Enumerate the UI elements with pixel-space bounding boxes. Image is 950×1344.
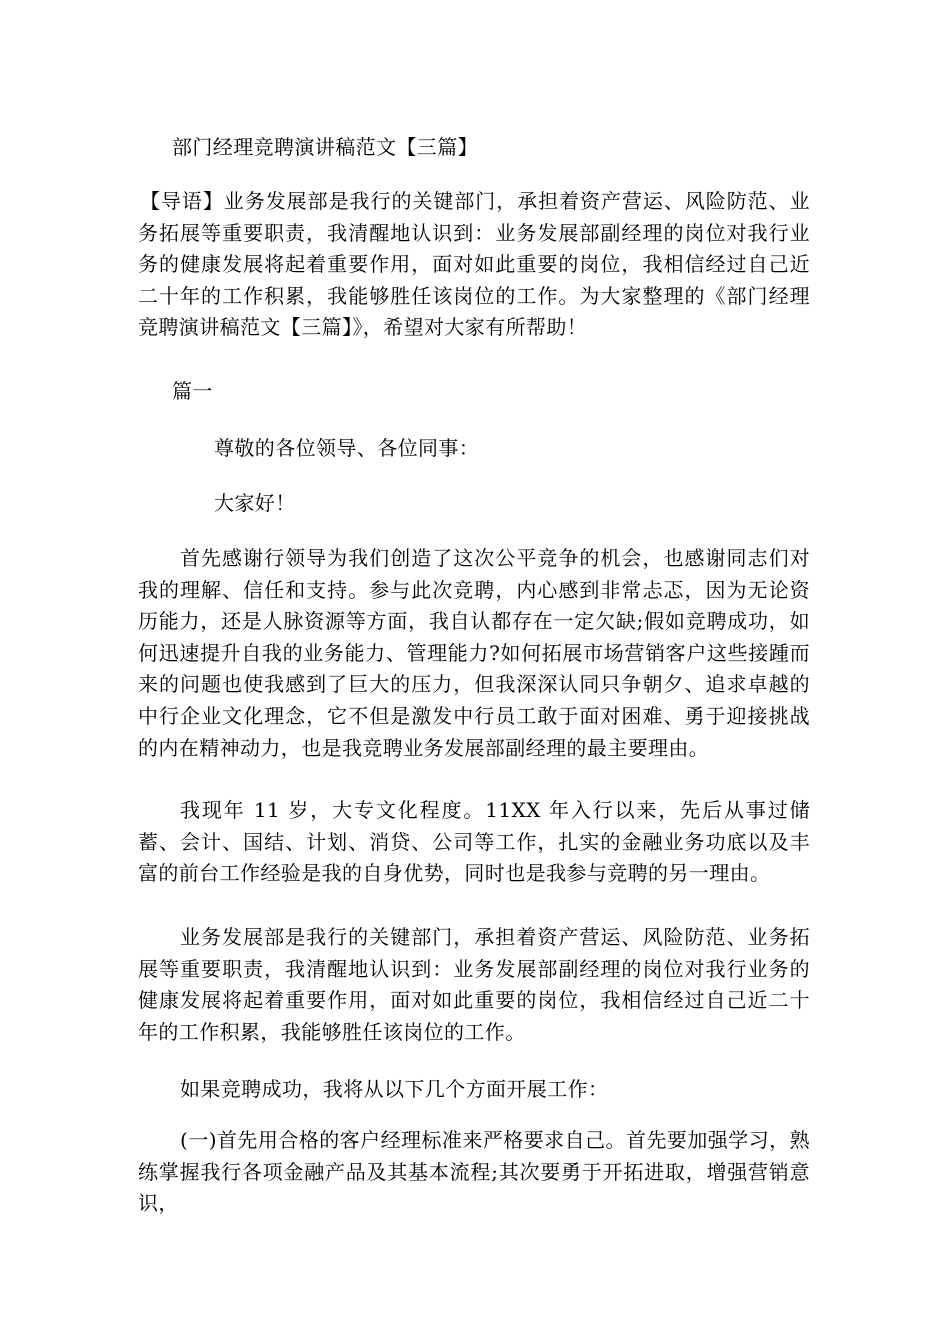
intro-paragraph: 【导语】业务发展部是我行的关键部门，承担着资产营运、风险防范、业务拓展等重要职责，我清醒地认识到：业务发展部副经理的岗位对我行业务的健康发展将起着重要作用，面对如此重要的岗位，我相信经过自己近二十年的工作积累，我能够胜任该岗位的工作。为大家整理的《部门经理竞聘演讲稿范文【三篇】》，希望对大家有所帮助！ (138, 189, 810, 340)
salutation: 尊敬的各位领导、各位同事： (214, 436, 480, 460)
section-heading: 篇一 (172, 379, 213, 403)
body-paragraph-5: (一)首先用合格的客户经理标准来严格要求自己。首先要加强学习，熟练掌握我行各项金融产品及其基本流程;其次要勇于开拓进取，增强营销意识， (138, 1128, 810, 1216)
greeting: 大家好！ (214, 491, 296, 515)
document-title: 部门经理竞聘演讲稿范文【三篇】 (172, 135, 478, 159)
body-paragraph-2: 我现年 11 岁，大专文化程度。11XX 年入行以来，先后从事过储蓄、会计、国结、计划、消贷、公司等工作，扎实的金融业务功底以及丰富的前台工作经验是我的自身优势，同时也是我参与竞聘的另一理由。 (138, 798, 810, 886)
body-paragraph-4: 如果竞聘成功，我将从以下几个方面开展工作： (180, 1077, 609, 1101)
body-paragraph-1: 首先感谢行领导为我们创造了这次公平竞争的机会，也感谢同志们对我的理解、信任和支持。参与此次竞聘，内心感到非常忐忑，因为无论资历能力，还是人脉资源等方面，我自认都存在一定欠缺;假如竞聘成功，如何迅速提升自我的业务能力、管理能力?如何拓展市场营销客户这些接踵而来的问题也使我感到了巨大的压力，但我深深认同只争朝夕、追求卓越的中行企业文化理念，它不但是激发中行员工敢于面对困难、勇于迎接挑战的内在精神动力，也是我竞聘业务发展部副经理的最主要理由。 (138, 546, 810, 760)
body-paragraph-3: 业务发展部是我行的关键部门，承担着资产营运、风险防范、业务拓展等重要职责，我清醒地认识到：业务发展部副经理的岗位对我行业务的健康发展将起着重要作用，面对如此重要的岗位，我相信经过自己近二十年的工作积累，我能够胜任该岗位的工作。 (138, 925, 810, 1044)
